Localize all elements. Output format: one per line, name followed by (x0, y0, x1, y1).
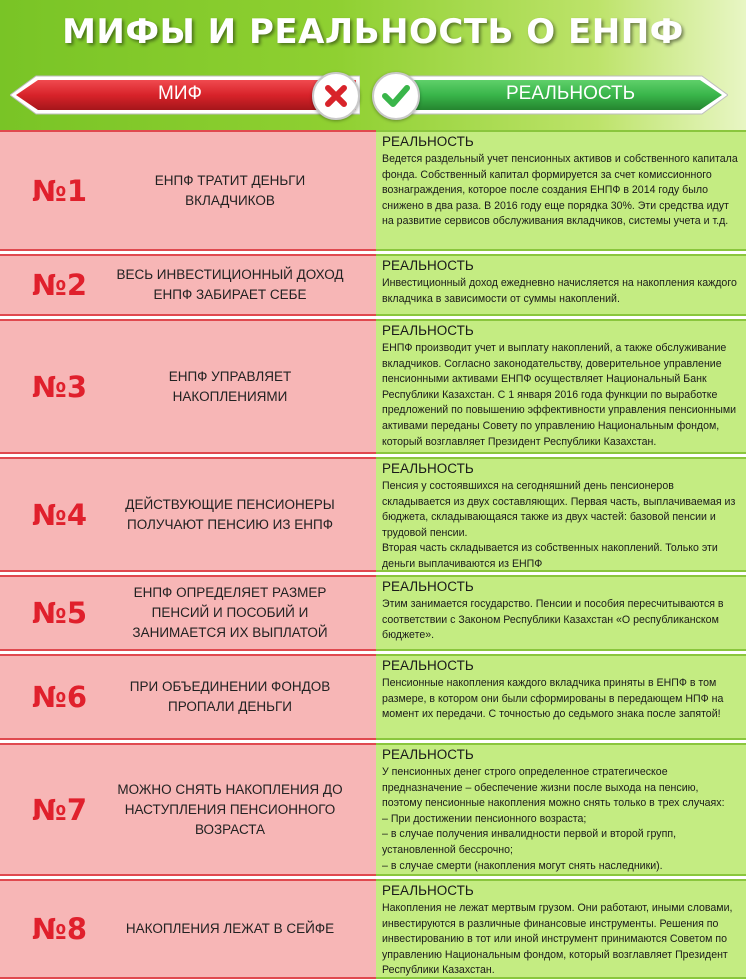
reality-heading: РЕАЛЬНОСТЬ (382, 258, 474, 273)
myth-row-8 (0, 879, 746, 979)
myth-cell (0, 457, 376, 572)
reality-cell (376, 575, 746, 651)
myth-cell (0, 879, 376, 979)
reality-text: ЕНПФ производит учет и выплату накоплений, а также обслуживание вкладчиков. Согласно законодательству, доверительное управление пенсионными активами ЕНПФ осуществляет Национальный Банк Республики Казахстан. С 1 января 2016 года функции по выработке предложений по повышению эффективности управления пенсионными активами переданы Совету по управлению Национальным фондом, который возглавляет Президент Республики Казахстан. (382, 342, 737, 448)
myth-cell (0, 654, 376, 740)
myth-number: №5 (32, 596, 88, 630)
reality-list-item: – в случае смерти (накопления могут снять наследники). (382, 859, 663, 872)
myth-row-7 (0, 743, 746, 876)
myth-statement: ЕНПФ ОПРЕДЕЛЯЕТ РАЗМЕР ПЕНСИЙ И ПОСОБИЙ И ЗАНИМАЕТСЯ ИХ ВЫПЛАТОЙ (132, 585, 328, 640)
myth-number: №8 (32, 912, 88, 946)
reality-list-item: – в случае получения инвалидности первой и второй групп, установленной бессрочно; (382, 828, 677, 856)
myth-cell (0, 575, 376, 651)
reality-heading: РЕАЛЬНОСТЬ (382, 747, 474, 762)
reality-cell (376, 743, 746, 876)
reality-text: Этим занимается государство. Пенсии и пособия пересчитываются в соответствии с Законом Республики Казахстан «О республиканском бюджете». (382, 598, 724, 642)
reality-text: Ведется раздельный учет пенсионных активов и собственного капитала фонда. Собственный капитал формируется за счет комиссионного вознаграждения, которое после создания ЕНПФ в 2014 году было снижено в два раза. В 2016 году еще порядка 30%. Эти средства идут на развитие сервисов обслуживания вкладчиков, системы учета и т.д. (382, 153, 738, 228)
myth-statement: ПРИ ОБЪЕДИНЕНИИ ФОНДОВ ПРОПАЛИ ДЕНЬГИ (129, 679, 331, 714)
page-title: МИФЫ И РЕАЛЬНОСТЬ О ЕНПФ (62, 12, 684, 52)
header (0, 0, 746, 130)
myth-statement: ЕНПФ УПРАВЛЯЕТ НАКОПЛЕНИЯМИ (168, 368, 292, 404)
myth-number: №4 (32, 497, 88, 532)
reality-heading: РЕАЛЬНОСТЬ (382, 658, 474, 673)
reality-text: Пенсионные накопления каждого вкладчика приняты в ЕНПФ в том размере, в котором они были сформированы в передающем НПФ на момент их передачи. С точностью до седьмого знака после запятой! (382, 677, 724, 721)
reality-list-item: – При достижении пенсионного возраста; (382, 812, 587, 825)
reality-cell (376, 319, 746, 454)
myth-cell (0, 319, 376, 454)
myth-row-3 (0, 319, 746, 454)
myth-number: №3 (32, 369, 88, 404)
myth-cell (0, 743, 376, 876)
reality-heading: РЕАЛЬНОСТЬ (382, 323, 474, 338)
myth-row-6 (0, 654, 746, 740)
myth-number: №1 (32, 173, 88, 208)
myth-number: №6 (32, 680, 88, 714)
myth-statement: ВЕСЬ ИНВЕСТИЦИОННЫЙ ДОХОД ЕНПФ ЗАБИРАЕТ СЕБЕ (116, 267, 344, 302)
reality-text: Инвестиционный доход ежедневно начисляется на накопления каждого вкладчика в зависимости от суммы накоплений. (382, 277, 737, 305)
myth-statement: ДЕЙСТВУЮЩИЕ ПЕНСИОНЕРЫ ПОЛУЧАЮТ ПЕНСИЮ ИЗ ЕНПФ (125, 496, 335, 532)
reality-paragraph: Пенсия у состоявшихся на сегодняшний день пенсионеров складывается из двух составляющих. Первая часть, выплачиваемая из бюджета, складывающаяся также из двух частей: базовой пенсии и трудовой пенсии. (382, 480, 736, 539)
reality-cell (376, 457, 746, 572)
reality-heading: РЕАЛЬНОСТЬ (382, 461, 474, 476)
myth-statement: ЕНПФ ТРАТИТ ДЕНЬГИ ВКЛАДЧИКОВ (154, 172, 306, 208)
reality-heading: РЕАЛЬНОСТЬ (382, 883, 474, 898)
myth-statement: МОЖНО СНЯТЬ НАКОПЛЕНИЯ ДО НАСТУПЛЕНИЯ ПЕНСИОННОГО ВОЗРАСТА (117, 781, 343, 837)
myth-number: №2 (32, 268, 88, 302)
reality-paragraph: У пенсионных денег строго определенное стратегическое предназначение – обеспечение жизни после выхода на пенсию, поэтому пенсионные накопления можно снять только в трех случаях: (382, 766, 725, 810)
reality-banner (384, 74, 728, 116)
cross-badge (312, 72, 360, 120)
reality-cell (376, 879, 746, 979)
myth-row-5 (0, 575, 746, 651)
myth-label: МИФ (158, 83, 202, 104)
reality-label: РЕАЛЬНОСТЬ (506, 83, 636, 104)
myth-statement: НАКОПЛЕНИЯ ЛЕЖАТ В СЕЙФЕ (125, 921, 335, 936)
reality-cell (376, 254, 746, 316)
check-icon (374, 74, 418, 118)
reality-text (382, 765, 738, 874)
check-badge (372, 72, 420, 120)
myth-row-4 (0, 457, 746, 572)
myth-number: №7 (32, 792, 88, 827)
reality-cell (376, 130, 746, 251)
reality-heading: РЕАЛЬНОСТЬ (382, 579, 474, 594)
reality-cell (376, 654, 746, 740)
myth-row-2 (0, 254, 746, 316)
reality-text: Накопления не лежат мертвым грузом. Они работают, иными словами, инвестируются в различные финансовые инструменты. Решения по инвестированию в тот или иной инструмент принимаются Советом по управлению Национальным фондом, который возглавляет Президент Республики Казахстан. (382, 902, 733, 977)
myth-cell (0, 130, 376, 251)
myth-cell (0, 254, 376, 316)
myth-banner (10, 74, 360, 116)
reality-text (382, 479, 738, 573)
reality-heading: РЕАЛЬНОСТЬ (382, 134, 474, 149)
reality-paragraph: Вторая часть складывается из собственных накоплений. Только эти деньги выплачиваются из ЕНПФ (382, 542, 718, 570)
cross-icon (314, 74, 358, 118)
myth-row-1 (0, 130, 746, 251)
